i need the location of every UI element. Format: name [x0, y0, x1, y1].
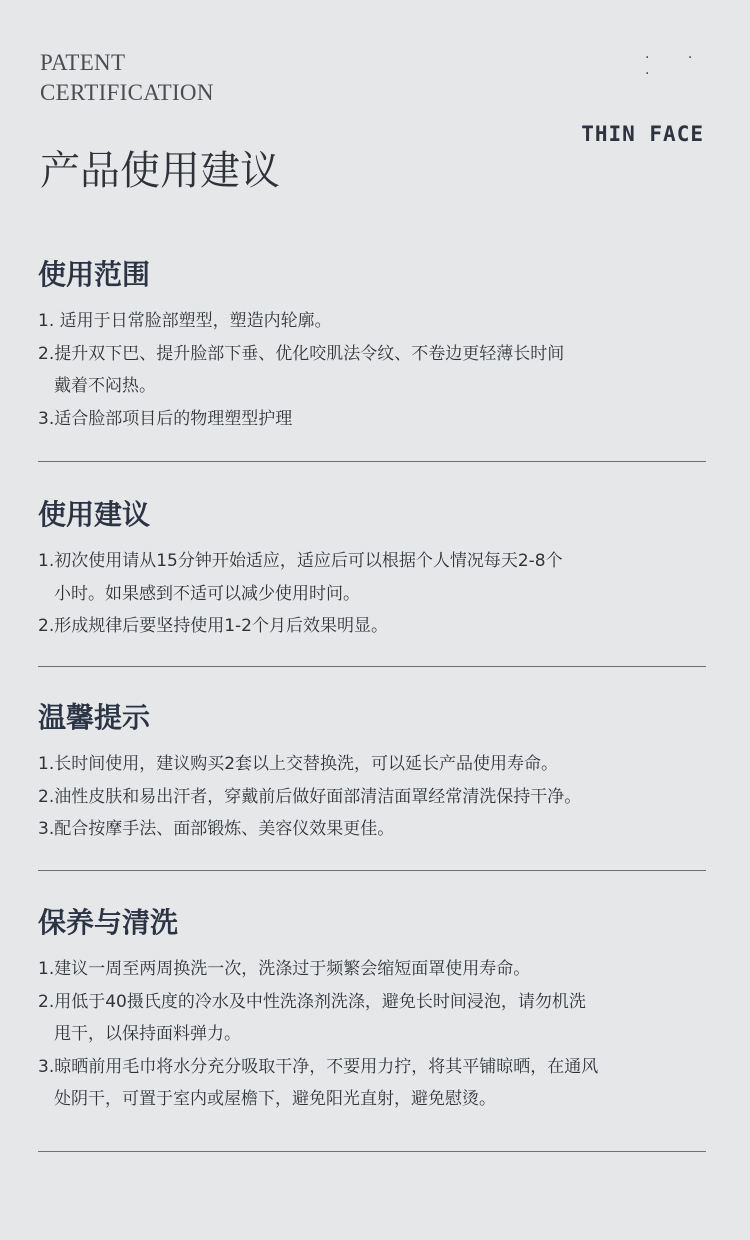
- section-heading: 保养与清洗: [38, 906, 179, 939]
- section-heading: 温馨提示: [38, 701, 151, 734]
- list-item: [38, 781, 706, 814]
- item-text: 1.初次使用请从15分钟开始适应，适应后可以根据个人情况每天2-8个: [38, 551, 563, 571]
- item-text: 3.适合脸部项目后的物理塑型护理: [38, 408, 293, 429]
- item-text-continued: 处阴干，可置于室内或屋檐下，避免阳光直射，避免慰烫。: [54, 1089, 496, 1109]
- list-item: [38, 986, 706, 1051]
- divider: [38, 870, 706, 871]
- item-text: 1. 适用于日常脸部塑型，塑造内轮廓。: [38, 311, 332, 331]
- patent-line-1: PATENT: [40, 50, 126, 75]
- list-item: [38, 953, 706, 986]
- list-item: [38, 813, 706, 846]
- patent-line-2: CERTIFICATION: [40, 80, 214, 105]
- item-text-continued: 小时。如果感到不适可以减少使用时问。: [54, 583, 360, 604]
- section-usage-scope: [38, 257, 706, 435]
- list-item: [38, 1051, 706, 1116]
- divider: [38, 666, 706, 667]
- section-tips: [38, 700, 706, 846]
- item-text: 1.长时间使用，建议购买2套以上交替换洗，可以延长产品使用寿命。: [38, 754, 559, 774]
- divider: [38, 461, 706, 462]
- item-text: 2.形成规律后要坚持使用1-2个月后效果明显。: [38, 616, 388, 636]
- patent-certification-label: [40, 48, 214, 108]
- item-text: 2.用低于40摄氏度的冷水及中性洗涤剂洗涤，避免长时间浸泡，请勿机洗: [38, 991, 586, 1012]
- item-text: 3.晾晒前用毛巾将水分充分吸取干净，不要用力拧，将其平铺晾晒，在通风: [38, 1056, 599, 1077]
- item-list: [38, 953, 706, 1116]
- item-text-continued: 戴着不闷热。: [54, 376, 156, 396]
- item-list: [38, 748, 706, 846]
- item-text: 3.配合按摩手法、面部锻炼、美容仪效果更佳。: [38, 819, 395, 839]
- item-text: 2.油性皮肤和易出汗者，穿戴前后做好面部清洁面罩经常清洗保持干净。: [38, 786, 582, 807]
- list-item: [38, 305, 706, 338]
- list-item: [38, 338, 706, 403]
- item-text-continued: 甩干，以保持面料弹力。: [54, 1024, 241, 1044]
- divider: [38, 1151, 706, 1152]
- list-item: [38, 610, 706, 643]
- item-list: [38, 545, 706, 643]
- list-item: [38, 748, 706, 781]
- section-usage-advice: [38, 497, 706, 643]
- item-list: [38, 305, 706, 435]
- brand-logo: THIN FACE: [581, 122, 704, 146]
- more-dots-icon: · · ·: [645, 50, 710, 82]
- section-heading: 使用建议: [38, 498, 151, 531]
- item-text: 1.建议一周至两周换洗一次，洗涤过于频繁会缩短面罩使用寿命。: [38, 959, 531, 979]
- list-item: [38, 403, 706, 436]
- item-text: 2.提升双下巴、提升脸部下垂、优化咬肌法令纹、不卷边更轻薄长时间: [38, 343, 565, 364]
- page-title: 产品使用建议: [40, 148, 280, 194]
- section-heading: 使用范围: [38, 258, 151, 291]
- list-item: [38, 545, 706, 610]
- section-care-and-cleaning: [38, 905, 706, 1116]
